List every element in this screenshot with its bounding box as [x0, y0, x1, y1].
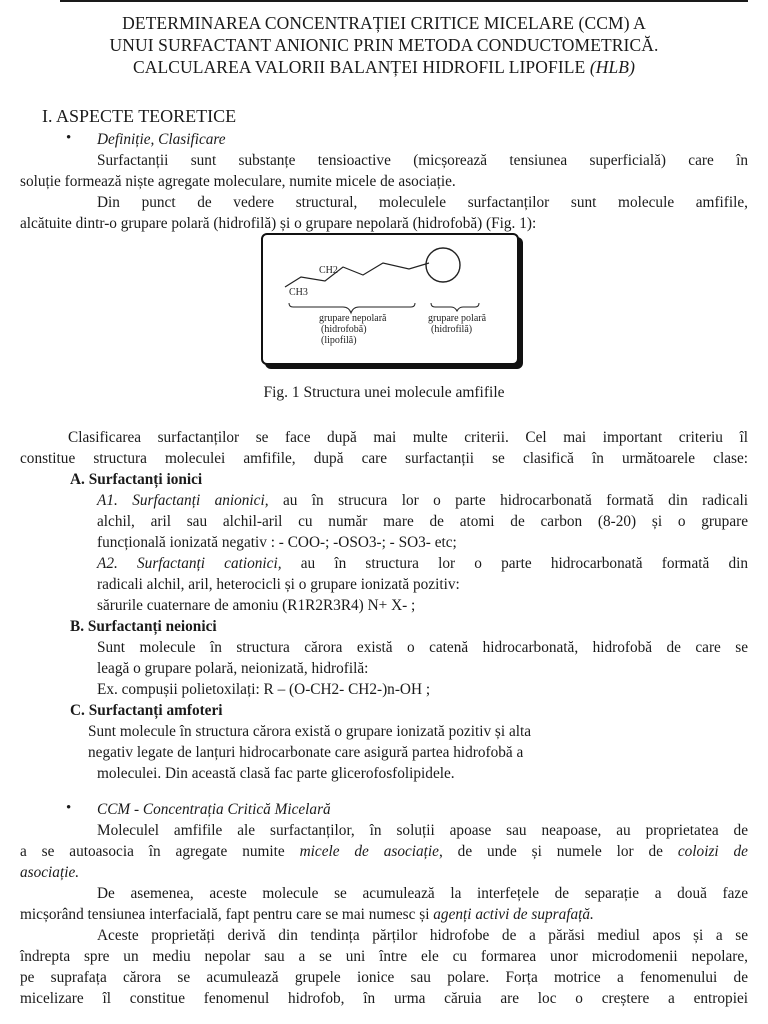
C-line2: negativ legate de lanțuri hidrocarbonate care asigură partea hidrofobă a	[88, 744, 524, 761]
nonpolar-label-2: (hidrofobă)	[321, 324, 367, 335]
ccm-para1-line3	[20, 862, 79, 883]
C-line3: moleculei. Din această clasă fac parte glicerofosfolipidele.	[97, 765, 455, 782]
A-heading	[70, 469, 202, 490]
nonpolar-label-3: (lipofilă)	[321, 335, 357, 346]
bullet-ccm: •	[66, 800, 72, 816]
class-line1: Clasificarea surfactanților se face după mai multe criterii. Cel mai important criteriu îl	[68, 429, 748, 446]
ch3-label: CH3	[289, 287, 308, 298]
A2-line3: sărurile cuaternare de amoniu (R1R2R3R4) N+ X- ;	[97, 597, 416, 614]
polar-label-2: (hidrofilă)	[431, 324, 473, 335]
C-heading	[70, 700, 223, 721]
ccm-p1-a: a se autoasocia în agregate numite	[20, 843, 285, 860]
definition-heading	[97, 129, 226, 150]
ccm-heading-text: CCM - Concentrația Critică Micelară	[97, 801, 331, 818]
A1-text1: au în strucura lor o parte hidrocarbonată formată din radicali	[282, 492, 748, 509]
C-label: C.	[70, 702, 85, 719]
ccm-para2-line1: De asemenea, aceste molecule se acumulează la interfețele de separație a două faze	[97, 885, 748, 902]
nonpolar-label-1: grupare nepolară	[319, 313, 387, 324]
A2-tag: A2.	[97, 555, 118, 572]
A2-text1: au în structura lor o parte hidrocarbonată formată din	[300, 555, 749, 572]
ccm-para2-line2	[20, 904, 594, 925]
ccm-para3-line4: micelizare îl constitue fenomenul hidrofob, în urma căruia are loc o creștere a entropiei	[20, 990, 748, 1007]
ccm-para3-line1: Aceste proprietăți derivă din tendința părților hidrofobe de a părăsi mediul apos și a se	[97, 927, 748, 944]
ccm-heading	[97, 799, 331, 820]
B-line1: Sunt molecule în structura cărora există o catenă hidrocarbonată, hidrofobă de care se	[97, 639, 748, 656]
C-heading-text: Surfactanți amfoteri	[88, 702, 223, 719]
figure-caption: Fig. 1 Structura unei molecule amfifile	[263, 384, 505, 401]
amphiphile-diagram	[263, 235, 517, 363]
nonpolar-brace	[289, 303, 415, 313]
definition-heading-text: Definiție, Clasificare	[97, 131, 226, 148]
hydrocarbon-chain	[285, 263, 429, 287]
section-heading: I. ASPECTE TEORETICE	[42, 106, 237, 126]
C-line1: Sunt molecule în structura cărora există o grupare ionizată pozitiv și alta	[88, 723, 532, 740]
title-hlb: (HLB)	[589, 57, 636, 77]
polar-head-circle	[426, 248, 460, 282]
title-line-1: DETERMINAREA CONCENTRAȚIEI CRITICE MICELARE (CCM) A	[122, 13, 646, 33]
title-line-3-text: CALCULAREA VALORII BALANȚEI HIDROFIL LIPOFILE	[132, 57, 586, 77]
ccm-para3-line2: îndrepta spre un mediu nepolar sau a se uni între ele cu formarea unor microdomenii nepolare,	[20, 948, 748, 965]
ccm-p2-b: agenți activi de suprafață.	[433, 906, 594, 923]
def-para2-line1: Din punct de vedere structural, moleculele surfactanților sunt molecule amfifile,	[97, 194, 748, 211]
B-line3: Ex. compușii polietoxilați: R – (O-CH2- CH2-)n-OH ;	[97, 681, 431, 698]
A-heading-text: Surfactanți ionici	[88, 471, 203, 488]
page-title	[20, 12, 748, 78]
title-line-2: UNUI SURFACTANT ANIONIC PRIN METODA CONDUCTOMETRICĂ.	[109, 35, 659, 55]
ccm-p1-d: coloizi de	[677, 843, 748, 860]
ccm-para1-line1: Moleculel amfifile ale surfactanților, în soluții apoase sau neapoase, au proprietatea de	[97, 822, 748, 839]
A1-tag: A1.	[97, 492, 118, 509]
A1-line3: funcțională ionizată negativ : - COO-; -OSO3-; - SO3- etc;	[97, 534, 457, 551]
A2-line1	[97, 553, 748, 574]
A1-line2: alchil, aril sau alchil-aril cu număr mare de atomi de carbon (8-20) și o grupare	[97, 513, 748, 530]
A2-line2: radicali alchil, aril, heterocicli și o grupare ionizată pozitiv:	[97, 576, 460, 593]
class-line2: constitue structura moleculei amfifile, după care surfactanții se clasifică în următoarele clase:	[20, 450, 748, 467]
ch2-label: CH2	[319, 265, 338, 276]
polar-label-1: grupare polară	[428, 313, 487, 324]
B-line2: leagă o grupare polară, neionizată, hidrofilă:	[97, 660, 369, 677]
def-para1-line2: soluție formează niște agregate moleculare, numite micele de asociație.	[20, 173, 456, 190]
B-heading-text: Surfactanți neionici	[87, 618, 217, 635]
ccm-para1-line2	[20, 841, 748, 862]
A2-name: Surfactanți cationici,	[137, 555, 282, 572]
A1-line1	[97, 490, 748, 511]
ccm-p2-a: micșorând tensiunea interfacială, fapt pentru care se mai numesc și	[20, 906, 430, 923]
ccm-p1-c: , de unde și numele lor de	[438, 843, 663, 860]
ccm-para3-line3: pe suprafața cărora se acumulează grupele ionice sau polare. Forța motrice a fenomenului de	[20, 969, 748, 986]
ccm-p1-e: asociație.	[20, 864, 80, 881]
polar-brace	[431, 303, 479, 311]
B-heading	[70, 616, 217, 637]
bullet-definition: •	[66, 130, 72, 146]
ccm-p1-b: micele de asociație	[299, 843, 439, 860]
A-label: A.	[70, 471, 85, 488]
top-rule	[60, 0, 748, 2]
A1-name: Surfactanți anionici,	[132, 492, 269, 509]
def-para2-line2: alcătuite dintr-o grupare polară (hidrofilă) și o grupare nepolară (hidrofobă) (Fig. 1):	[20, 215, 537, 232]
title-line-3	[20, 56, 748, 78]
B-label: B.	[70, 618, 85, 635]
def-para1-line1: Surfactanții sunt substanțe tensioactive (micșorează tensiunea superficială) care în	[97, 152, 748, 169]
figure-amphiphile	[261, 233, 519, 365]
